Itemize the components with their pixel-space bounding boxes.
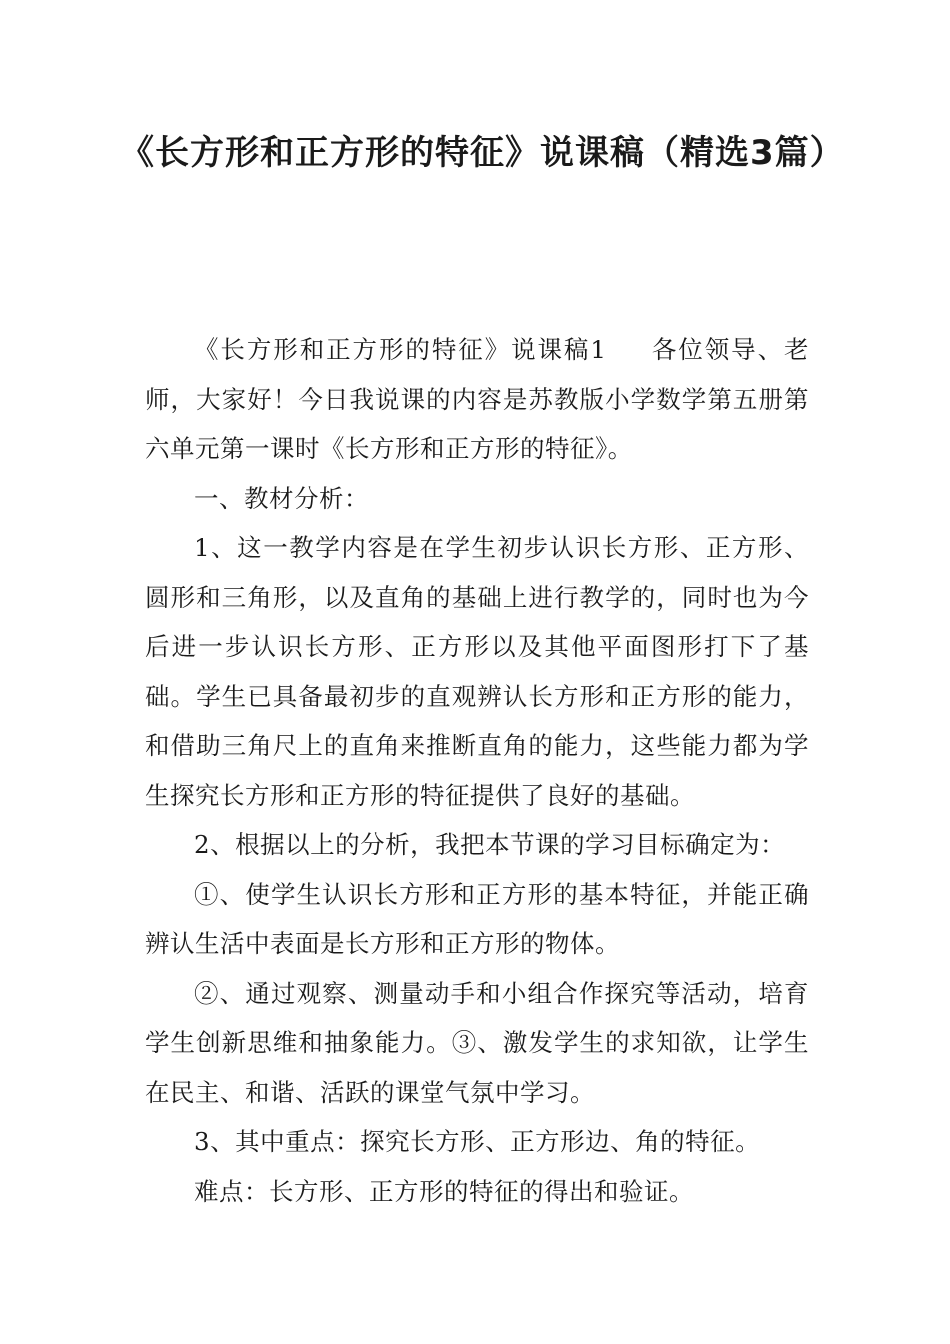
paragraph-goal-2-3: ②、通过观察、测量动手和小组合作探究等活动，培育学生创新思维和抽象能力。③、激发学生的求知欲，让学生在民主、和谐、活跃的课堂气氛中学习。 [145,978,809,1107]
document-title: 《长方形和正方形的特征》说课稿（精选3篇） [120,133,845,173]
intro-paragraph [145,325,809,474]
paragraph-difficulty: 难点：长方形、正方形的特征的得出和验证。 [194,1176,694,1206]
paragraph-goals-intro: 2、根据以上的分析，我把本节课的学习目标确定为： [194,830,786,859]
paragraph-section-heading: 一、教材分析： [194,483,369,513]
intro-text: 各位领导、老师，大家好！今日我说课的内容是苏教版小学数学第五册第六单元第一课时《长方形和正方形的特征》。 [145,335,809,463]
paragraph-goal-1: ①、使学生认识长方形和正方形的基本特征，并能正确辨认生活中表面是长方形和正方形的物体。 [145,879,809,958]
intro-heading: 《长方形和正方形的特征》说课稿1 [194,335,607,364]
document-body [145,325,809,1216]
paragraph-material-analysis: 1、这一教学内容是在学生初步认识长方形、正方形、圆形和三角形，以及直角的基础上进行教学的，同时也为今后进一步认识长方形、正方形以及其他平面图形打下了基础。学生已具备最初步的直观辨认长方形和正方形的能力，和借助三角尺上的直角来推断直角的能力，这些能力都为学生探究长方形和正方形的特征提供了良好的基础。 [145,533,809,810]
paragraph-key-point: 3、其中重点：探究长方形、正方形边、角的特征。 [194,1127,761,1156]
